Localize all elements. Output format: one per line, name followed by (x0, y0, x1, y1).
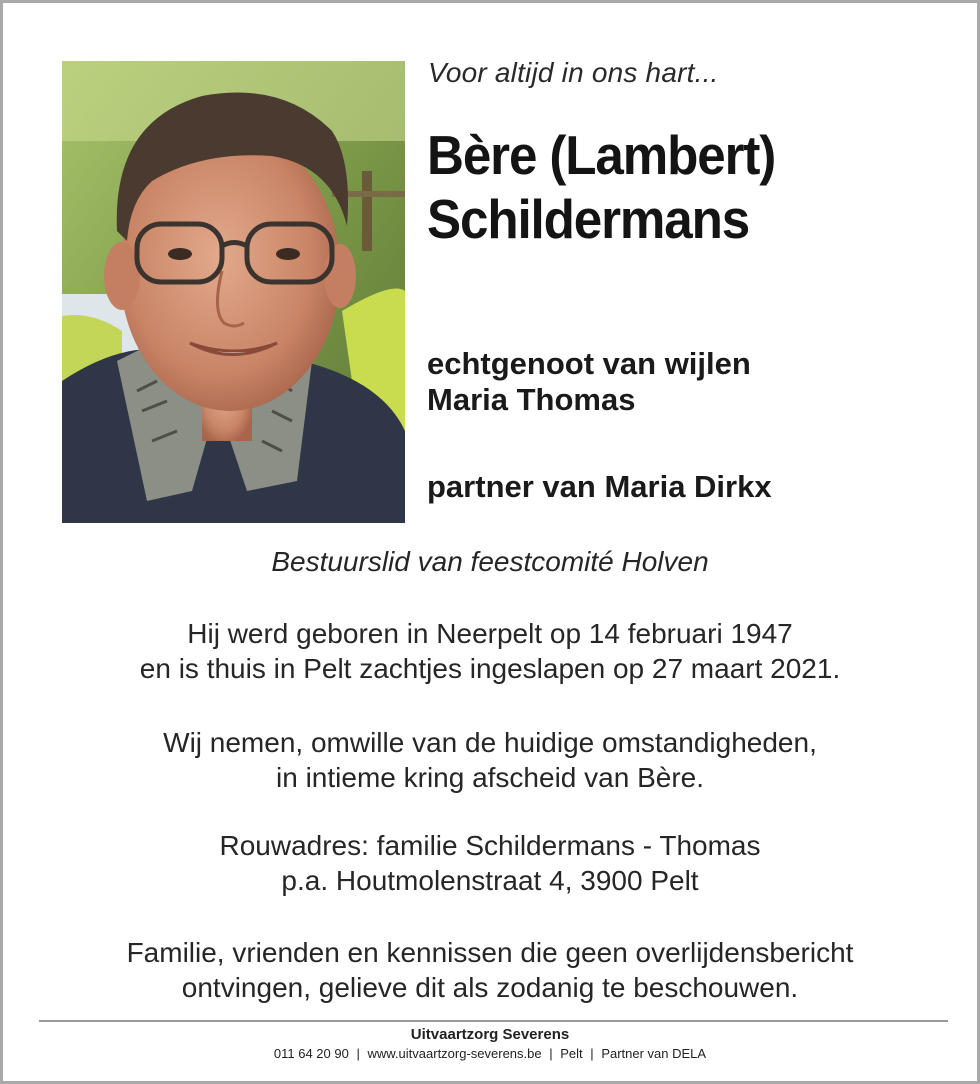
spouse-line-1: echtgenoot van wijlen (427, 346, 751, 381)
birth-death-paragraph (3, 616, 977, 686)
deceased-name-line-2: Schildermans (427, 188, 750, 250)
footer-divider (39, 1020, 948, 1022)
birth-line-1: Hij werd geboren in Neerpelt op 14 februari 1947 (187, 618, 793, 649)
partner-note: Partner van DELA (601, 1046, 707, 1061)
birth-line-2: en is thuis in Pelt zachtjes ingeslapen op 27 maart 2021. (139, 653, 841, 684)
funeral-company-name: Uitvaartzorg Severens (410, 1026, 570, 1043)
spouse-line-2: Maria Thomas (427, 382, 636, 417)
funeral-company-contact (3, 1046, 977, 1061)
board-member-note (3, 544, 977, 579)
board-line: Bestuurslid van feestcomité Holven (271, 546, 709, 577)
website-link[interactable]: www.uitvaartzorg-severens.be (367, 1046, 542, 1061)
deceased-name-line-1: Bère (Lambert) (427, 124, 776, 186)
farewell-line-2: in intieme kring afscheid van Bère. (276, 762, 704, 793)
partner-relation (427, 469, 772, 505)
notice-paragraph (3, 935, 977, 1005)
partner-line: partner van Maria Dirkx (427, 469, 772, 504)
city-name: Pelt (560, 1046, 583, 1061)
farewell-line-1: Wij nemen, omwille van de huidige omstandigheden, (163, 727, 817, 758)
deceased-name (427, 123, 775, 251)
phone-number: 011 64 20 90 (273, 1046, 349, 1061)
notice-line-2: ontvingen, gelieve dit als zodanig te beschouwen. (181, 972, 799, 1003)
portrait-illustration (62, 61, 405, 523)
separator: | (590, 1046, 594, 1061)
motto-text: Voor altijd in ons hart... (428, 57, 719, 88)
notice-line-1: Familie, vrienden en kennissen die geen overlijdensbericht (126, 937, 854, 968)
address-line-2: p.a. Houtmolenstraat 4, 3900 Pelt (281, 865, 699, 896)
separator: | (356, 1046, 360, 1061)
address-paragraph (3, 828, 977, 898)
address-line-1: Rouwadres: familie Schildermans - Thomas (219, 830, 761, 861)
portrait-photo (62, 61, 405, 523)
separator: | (549, 1046, 553, 1061)
farewell-paragraph (3, 725, 977, 795)
spouse-relation (427, 346, 751, 418)
